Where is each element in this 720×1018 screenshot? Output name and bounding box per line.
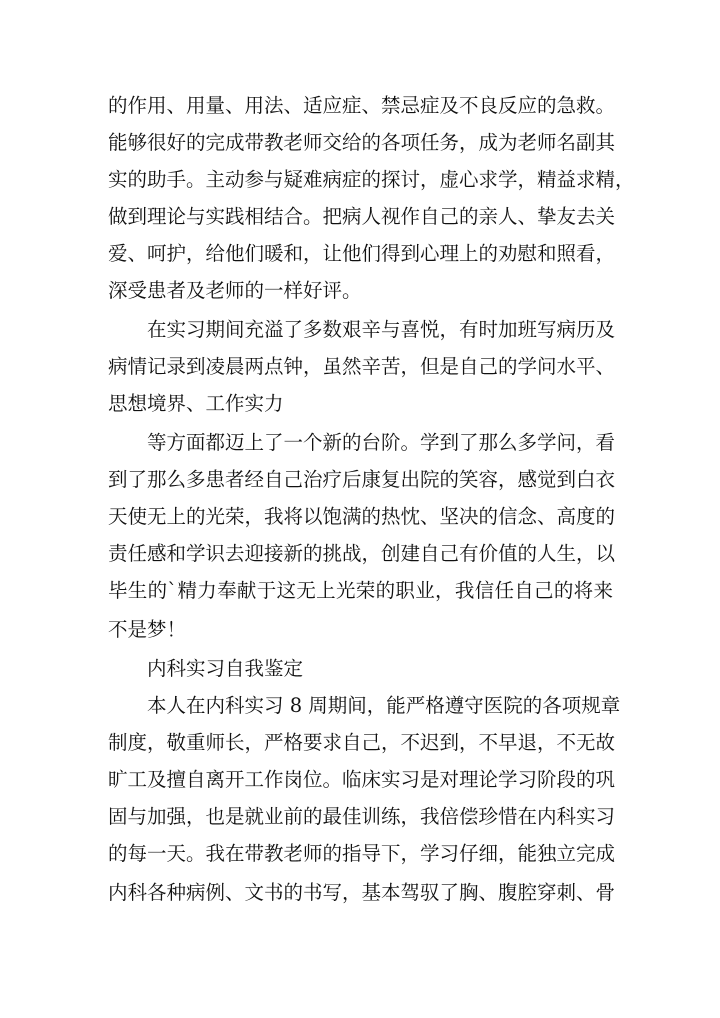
text-line: 病情记录到凌晨两点钟，虽然辛苦，但是自己的学问水平、: [108, 355, 616, 378]
text-line: 等方面都迈上了一个新的台阶。学到了那么多学问，看: [147, 431, 616, 454]
text-line: 到了那么多患者经自己治疗后康复出院的笑容，感觉到白衣: [108, 468, 616, 491]
text-line: 在实习期间充溢了多数艰辛与喜悦，有时加班写病历及: [147, 318, 616, 341]
text-line: 本人在内科实习 8 周期间，能严格遵守医院的各项规章: [147, 694, 621, 717]
text-line: 天使无上的光荣，我将以饱满的热忱、坚决的信念、高度的: [108, 505, 616, 528]
text-line: 实的助手。主动参与疑难病症的探讨，虚心求学，精益求精，: [108, 168, 635, 191]
text-line: 深受患者及老师的一样好评。: [108, 279, 362, 302]
text-line: 能够很好的完成带教老师交给的各项任务，成为老师名副其: [108, 131, 616, 154]
text-line: 旷工及擅自离开工作岗位。临床实习是对理论学习阶段的巩: [108, 768, 616, 791]
text-line: 制度，敬重师长，严格要求自己，不迟到，不早退，不无故: [108, 731, 616, 754]
text-line: 的每一天。我在带教老师的指导下，学习仔细，能独立完成: [108, 842, 616, 865]
text-line: 的作用、用量、用法、适应症、禁忌症及不良反应的急救。: [108, 94, 616, 117]
text-line: 固与加强，也是就业前的最佳训练，我倍偿珍惜在内科实习: [108, 805, 616, 828]
text-line: 做到理论与实践相结合。把病人视作自己的亲人、挚友去关: [108, 205, 616, 228]
text-line: 毕生的`精力奉献于这无上光荣的职业，我信任自己的将来: [108, 579, 613, 602]
section-heading: 内科实习自我鉴定: [147, 657, 304, 680]
text-line: 责任感和学识去迎接新的挑战，创建自己有价值的人生，以: [108, 542, 616, 565]
text-line: 内科各种病例、文书的书写，基本驾驭了胸、腹腔穿刺、骨: [108, 881, 616, 904]
text-line: 不是梦！: [108, 618, 187, 641]
text-line: 爱、呵护，给他们暖和，让他们得到心理上的劝慰和照看，: [108, 242, 616, 265]
text-line: 思想境界、工作实力: [108, 392, 284, 415]
